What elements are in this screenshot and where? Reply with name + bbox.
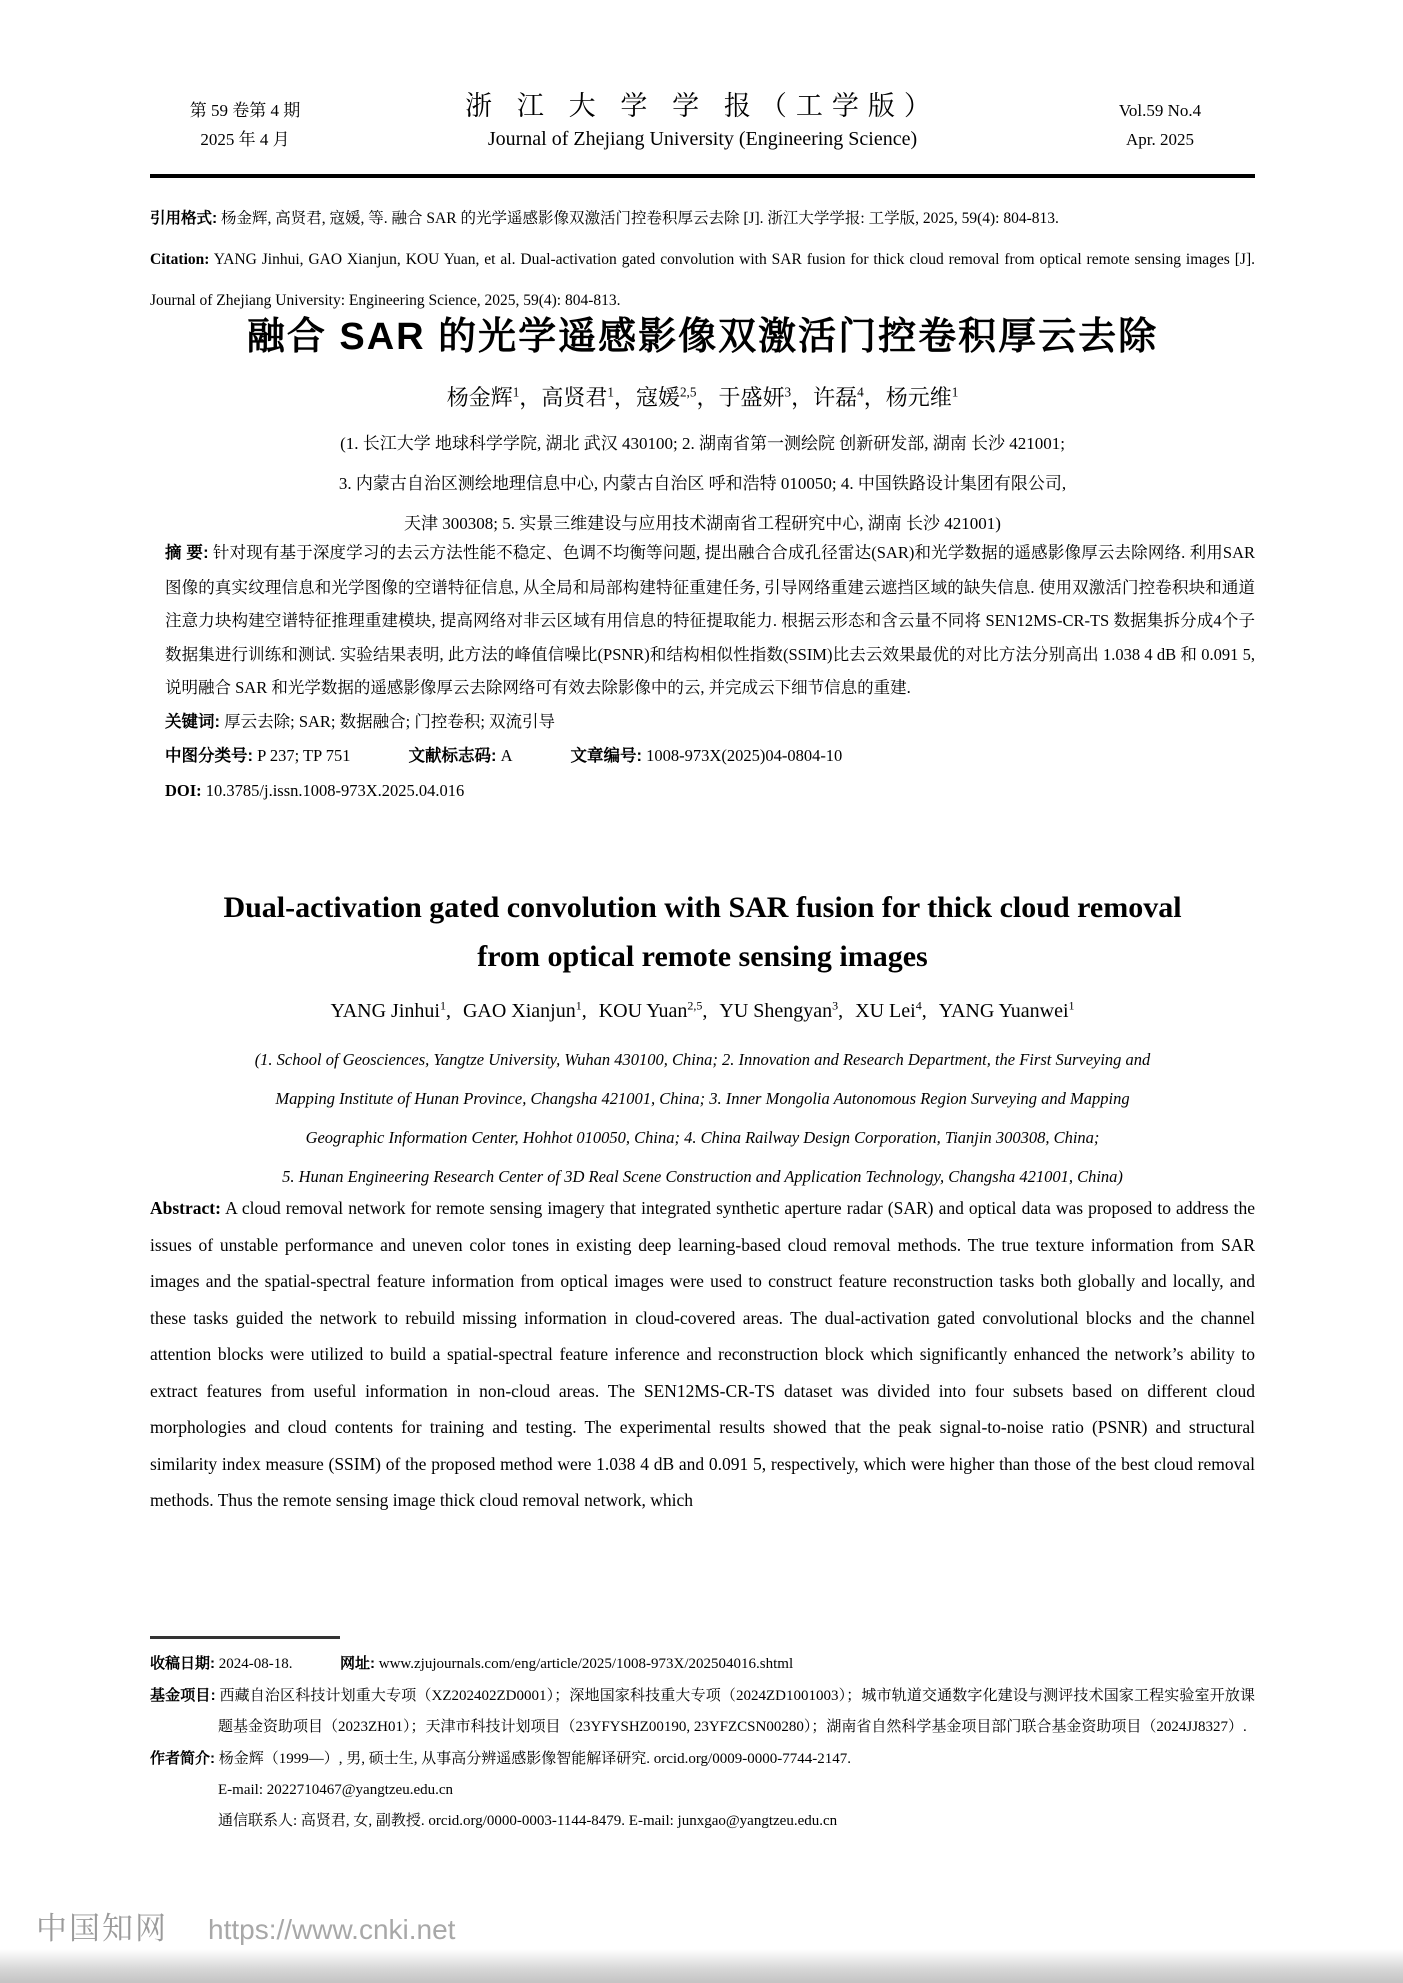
journal-header <box>150 88 1255 154</box>
author-name: 寇媛 <box>635 385 680 410</box>
cnki-site-url[interactable]: https://www.cnki.net <box>208 1914 456 1945</box>
issue-date-cn: 2025 年 4 月 <box>200 130 290 149</box>
author-separator: , <box>921 999 927 1022</box>
header-divider <box>150 174 1255 178</box>
journal-title-cn: 浙 江 大 学 学 报（工学版） <box>465 91 940 121</box>
funding-label: 基金项目: <box>150 1687 216 1704</box>
author-separator: , <box>581 999 587 1022</box>
journal-title-block <box>340 88 1065 154</box>
citation-en-text: YANG Jinhui, GAO Xianjun, KOU Yuan, et al. Dual-activation gated convolution with SAR fusion for thick cloud removal from optical remote sensing images [J]. Journal of Zhejiang University: Engineering Science, 2025, 59(4): 804-813. <box>150 251 1255 309</box>
footnote-divider <box>150 1636 340 1639</box>
affiliation-cn-line: (1. 长江大学 地球科学学院, 湖北 武汉 430100; 2. 湖南省第一测绘院 创新研发部, 湖南 长沙 421001; <box>340 434 1065 453</box>
journal-title-en: Journal of Zhejiang University (Engineering Science) <box>487 128 918 150</box>
author-cn <box>813 385 886 410</box>
corresponding-author-line[interactable]: 通信联系人: 高贤君, 女, 副教授. orcid.org/0000-0003-1144-8479. E-mail: junxgao@yangtzeu.edu.cn <box>218 1813 838 1829</box>
author-cn <box>636 385 719 410</box>
author-name: YANG Yuanwei <box>938 999 1069 1022</box>
doc-code-value: A <box>500 746 513 765</box>
author-affil-sup: 1 <box>951 384 959 400</box>
issue-date-en: Apr. 2025 <box>1126 130 1194 149</box>
abstract-en-text: A cloud removal network for remote sensing imagery that integrated synthetic aperture radar (SAR) and optical data was proposed to address the issues of unstable performance and uneven color tones in existing deep learning-based cloud removal methods. The true texture information from SAR images and the spatial-spectral feature information from optical images were used to construct feature reconstruction tasks both globally and locally, and these tasks guided the network to rebuild missing information in cloud-covered areas. The dual-activation gated convolutional blocks and the channel attention blocks were utilized to build a spatial-spectral feature inference and reconstruction block which significantly enhanced the network’s ability to extract features from useful information in non-cloud areas. The SEN12MS-CR-TS dataset was divided into four subsets based on different cloud morphologies and cloud contents for training and testing. The experimental results showed that the peak signal-to-noise ratio (PSNR) and structural similarity index measure (SSIM) of the proposed method were 1.038 4 dB and 0.091 5, respectively, which were higher than those of the best cloud removal methods. Thus the remote sensing image thick cloud removal network, which <box>150 1198 1255 1510</box>
author-en <box>463 1000 599 1022</box>
author-en <box>855 1000 939 1022</box>
doi-label: DOI: <box>165 780 202 800</box>
author-name: YANG Jinhui <box>330 999 440 1022</box>
keywords-text: 厚云去除; SAR; 数据融合; 门控卷积; 双流引导 <box>224 711 556 731</box>
citation-cn <box>150 198 1255 239</box>
article-title-en-text: Dual-activation gated convolution with SAR fusion for thick cloud removal from optical remote sensing images <box>223 891 1182 973</box>
url-label: 网址: <box>340 1655 375 1672</box>
volume-info-en <box>1065 96 1255 154</box>
bottom-gradient-band <box>0 1949 1403 1983</box>
doi-value: 10.3785/j.issn.1008-973X.2025.04.016 <box>205 780 465 800</box>
article-id-value: 1008-973X(2025)04-0804-10 <box>646 746 843 765</box>
author-cn <box>718 385 813 410</box>
article-title-en <box>150 883 1255 981</box>
article-title-cn: 融合 SAR 的光学遥感影像双激活门控卷积厚云去除 <box>246 316 1159 358</box>
author-affil-sup: 2,5 <box>687 998 703 1012</box>
author-name: KOU Yuan <box>598 999 688 1022</box>
authors-en <box>150 998 1255 1023</box>
author-bio-label: 作者简介: <box>150 1750 215 1767</box>
author-name: XU Lei <box>855 999 916 1022</box>
received-value: 2024-08-18. <box>218 1656 293 1672</box>
author-bio-line <box>150 1743 1255 1775</box>
volume-number-en: Vol.59 No.4 <box>1118 101 1202 120</box>
author-en <box>719 1000 855 1022</box>
cnki-site-name: 中国知网 <box>36 1911 168 1946</box>
author-affil-sup: 2,5 <box>679 384 697 400</box>
author-affil-sup: 1 <box>607 384 614 400</box>
funding-text: 西藏自治区科技计划重大专项（XZ202402ZD0001）；深地国家科技重大专项（2024ZD1001003）；城市轨道交通数字化建设与测评技术国家工程实验室开放课题基金资助项目（2023ZH01）；天津市科技计划项目（23YFYSHZ00190, 23YFZCSN00280）；湖南省自然科学基金项目部门联合基金资助项目（2024JJ8327）. <box>218 1688 1256 1735</box>
affiliation-en-line: 5. Hunan Engineering Research Center of 3D Real Scene Construction and Application Technology, Changsha 421001, China) <box>282 1167 1123 1186</box>
author-name: 杨金辉 <box>446 385 513 410</box>
doc-code-label: 文献标志码: <box>408 747 497 765</box>
abstract-en-block <box>150 1190 1255 1519</box>
author-affil-sup: 1 <box>439 998 446 1012</box>
author-cn <box>447 385 542 410</box>
affiliation-en-line: (1. School of Geosciences, Yangtze University, Wuhan 430100, China; 2. Innovation and Research Department, the First Surveying and <box>254 1050 1151 1069</box>
author-email-line[interactable]: E-mail: 2022710467@yangtzeu.edu.cn <box>218 1782 454 1798</box>
clc-value: P 237; TP 751 <box>257 746 351 765</box>
author-name: 于盛妍 <box>718 385 785 410</box>
affiliations-cn <box>150 424 1255 544</box>
article-id-label: 文章编号: <box>570 747 643 765</box>
author-affil-sup: 1 <box>1068 998 1075 1012</box>
abstract-cn <box>165 536 1255 705</box>
author-affil-sup: 3 <box>784 384 792 400</box>
affiliation-cn-line: 3. 内蒙古自治区测绘地理信息中心, 内蒙古自治区 呼和浩特 010050; 4. 中国铁路设计集团有限公司, <box>338 474 1067 493</box>
citation-en-label: Citation: <box>150 251 210 268</box>
author-en <box>599 1000 720 1022</box>
abstract-en <box>150 1190 1255 1519</box>
author-separator: , <box>702 999 708 1022</box>
keywords-label: 关键词: <box>165 712 220 731</box>
classification-line <box>165 739 1255 774</box>
authors-cn <box>150 381 1255 412</box>
author-name: GAO Xianjun <box>462 999 576 1022</box>
author-bio-text: 杨金辉（1999—）, 男, 硕士生, 从事高分辨遥感影像智能解译研究. orcid.org/0009-0000-7744-2147. <box>218 1751 851 1767</box>
author-separator: , <box>838 999 844 1022</box>
abstract-cn-block <box>150 536 1255 807</box>
author-name: YU Shengyan <box>719 999 833 1022</box>
doi-line <box>165 774 1255 808</box>
author-separator: ， <box>519 385 542 410</box>
author-cn <box>886 385 959 410</box>
cnki-watermark <box>36 1903 455 1948</box>
received-label: 收稿日期: <box>150 1655 215 1672</box>
footnote-block <box>150 1648 1255 1837</box>
received-line <box>150 1648 1255 1680</box>
affiliations-en <box>150 1040 1255 1196</box>
issue-volume-cn: 第 59 卷第 4 期 <box>189 101 301 120</box>
author-name: 许磊 <box>813 385 858 410</box>
affiliation-en-line: Mapping Institute of Hunan Province, Changsha 421001, China; 3. Inner Mongolia Autonomous Region Surveying and Mapping <box>275 1089 1130 1108</box>
author-separator: , <box>445 999 451 1022</box>
affiliation-en-line: Geographic Information Center, Hohhot 010050, China; 4. China Railway Design Corporation, Tianjin 300308, China; <box>305 1128 1100 1147</box>
keywords-line <box>165 705 1255 740</box>
author-separator: ， <box>863 385 886 410</box>
author-name: 杨元维 <box>885 385 952 410</box>
author-name: 高贤君 <box>541 385 608 410</box>
author-affil-sup: 3 <box>832 998 839 1012</box>
citation-cn-label: 引用格式: <box>150 210 218 227</box>
author-en <box>939 1000 1075 1022</box>
author-affil-sup: 1 <box>512 384 520 400</box>
citation-cn-text: 杨金辉, 高贤君, 寇媛, 等. 融合 SAR 的光学遥感影像双激活门控卷积厚云去除 [J]. 浙江大学学报: 工学版, 2025, 59(4): 804-813. <box>221 210 1059 227</box>
funding-line <box>150 1680 1255 1743</box>
author-separator: ， <box>791 385 814 410</box>
author-affil-sup: 1 <box>575 998 582 1012</box>
author-affil-sup: 4 <box>857 384 864 400</box>
abstract-cn-label: 摘 要: <box>165 544 209 562</box>
clc-label: 中图分类号: <box>165 747 253 765</box>
citation-block <box>150 198 1255 321</box>
abstract-en-label: Abstract: <box>150 1198 221 1218</box>
author-affil-sup: 4 <box>915 998 922 1012</box>
article-url[interactable]: www.zjujournals.com/eng/article/2025/1008-973X/202504016.shtml <box>378 1656 794 1672</box>
author-cn <box>541 385 636 410</box>
author-en <box>330 1000 462 1022</box>
author-separator: ， <box>613 385 636 410</box>
author-separator: ， <box>696 385 719 410</box>
abstract-cn-text: 针对现有基于深度学习的去云方法性能不稳定、色调不均衡等问题, 提出融合合成孔径雷达(SAR)和光学数据的遥感影像厚云去除网络. 利用SAR图像的真实纹理信息和光学图像的空谱特征信息, 从全局和局部构建特征重建任务, 引导网络重建云遮挡区域的缺失信息. 使用双激活门控卷积块和通道注意力块构建空谱特征推理重建模块, 提高网络对非云区域有用信息的特征提取能力. 根据云形态和含云量不同将 SEN12MS-CR-TS 数据集拆分成4个子数据集进行训练和测试. 实验结果表明, 此方法的峰值信噪比(PSNR)和结构相似性指数(SSIM)比去云效果最优的对比方法分别高出 1.038 4 dB 和 0.091 5, 说明融合 SAR 和光学数据的遥感影像厚云去除网络可有效去除影像中的云, 并完成云下细节信息的重建. <box>165 543 1255 697</box>
issue-info-cn <box>150 96 340 154</box>
affiliation-cn-line: 天津 300308; 5. 实景三维建设与应用技术湖南省工程研究中心, 湖南 长沙 421001) <box>404 514 1001 533</box>
